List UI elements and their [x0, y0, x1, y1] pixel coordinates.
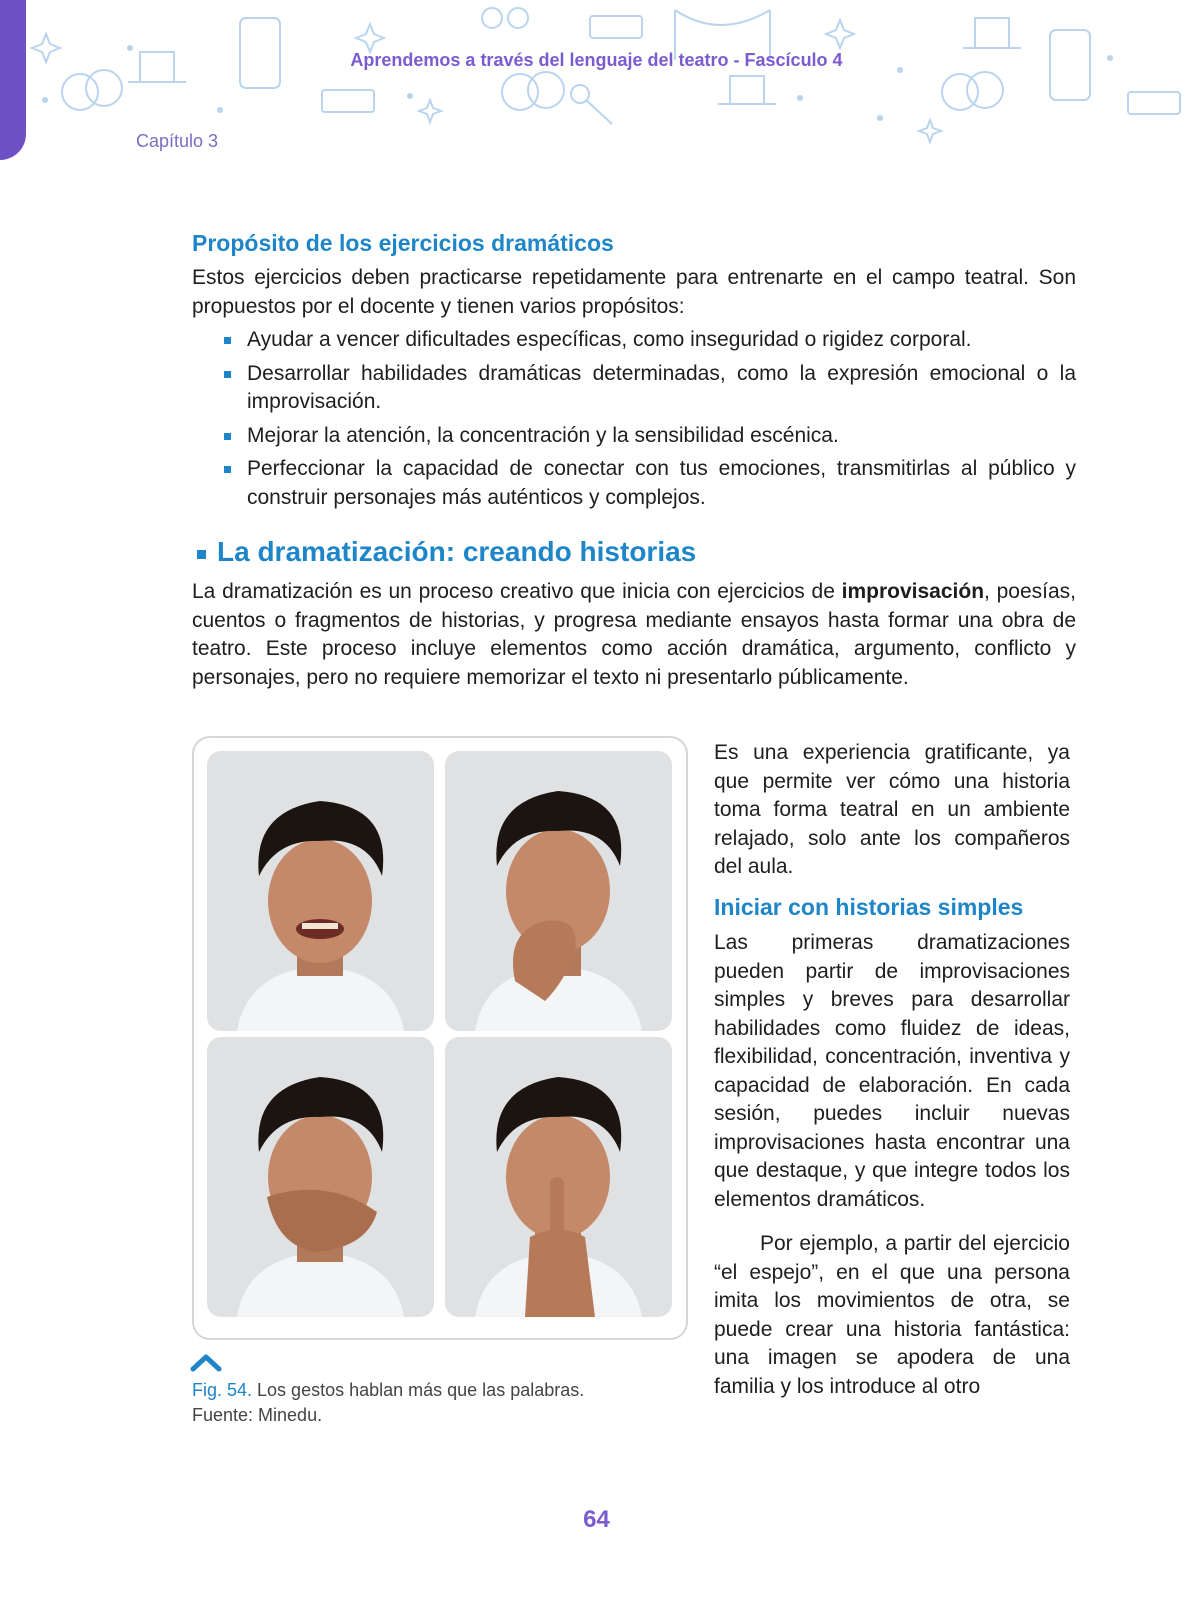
bullet-text: Ayudar a vencer dificultades específicas, como inseguridad o rigidez corporal.: [247, 328, 972, 351]
figure-label: Fig. 54.: [192, 1380, 253, 1400]
page-number: 64: [583, 1506, 610, 1533]
figure-source: Fuente: Minedu.: [192, 1405, 323, 1425]
bullet-text: Desarrollar habilidades dramáticas determinadas, como la expresión emocional o la improvisación.: [247, 361, 1076, 413]
list-item: [220, 455, 1076, 512]
paragraph-text: La dramatización es un proceso creativo que inicia con ejercicios de: [192, 580, 842, 603]
purpose-bullet-list: [220, 326, 1076, 517]
section-heading-purpose: Propósito de los ejercicios dramáticos: [192, 230, 614, 256]
bullet-square-icon: [224, 466, 231, 473]
bullet-text: Mejorar la atención, la concentración y la sensibilidad escénica.: [247, 423, 839, 447]
figure-caption-text: Los gestos hablan más que las palabras.: [252, 1380, 585, 1400]
running-title: Aprendemos a través del lenguaje del teatro - Fascículo 4: [350, 50, 843, 70]
section-intro-paragraph: Estos ejercicios deben practicarse repetidamente para entrenarte en el campo teatral. Son propuestos por el docente y tienen varios propósitos:: [192, 266, 1076, 318]
heading-square-icon: [197, 550, 206, 559]
right-column-paragraph-2: Las primeras dramatizaciones pueden partir de improvisaciones simples y breves para desarrollar habilidades como fluidez de ideas, flexibilidad, concentración, inventiva y capacidad de elaboración. En cada sesión, puedes incluir nuevas improvisaciones hasta encontrar una que destaque, y que integre todos los elementos dramáticos.: [714, 931, 1070, 1211]
list-item: [220, 326, 1076, 355]
bullet-square-icon: [224, 433, 231, 440]
photo-finger-on-lips: [445, 1037, 672, 1317]
section-heading-dramatization: La dramatización: creando historias: [217, 536, 697, 567]
chapter-label: Capítulo 3: [136, 131, 219, 151]
right-column-paragraph-1: Es una experiencia gratificante, ya que permite ver cómo una historia toma forma teatral en un ambiente relajado, solo ante los compañeros del aula.: [714, 741, 1070, 878]
bullet-text: Perfeccionar la capacidad de conectar con tus emociones, transmitirlas al público y construir personajes más auténticos y complejos.: [247, 457, 1076, 509]
list-item: [220, 422, 1076, 451]
bullet-square-icon: [224, 337, 231, 344]
photo-covering-mouth: [207, 1037, 434, 1317]
photo-laughing: [207, 751, 434, 1031]
header-band: [0, 0, 1193, 160]
list-item: [220, 360, 1076, 417]
dramatization-paragraph: [192, 578, 1076, 692]
figure-caption: [192, 1378, 584, 1428]
chevron-up-icon: [190, 1352, 222, 1372]
photo-grid-frame: [192, 736, 688, 1340]
photo-hand-to-mouth: [445, 751, 672, 1031]
bullet-square-icon: [224, 371, 231, 378]
chapter-side-tab: [0, 0, 26, 160]
bold-term: improvisación: [841, 580, 985, 603]
subheading-simple-stories: Iniciar con historias simples: [714, 894, 1024, 920]
paragraph-text: , poesías, cuentos o fragmentos de historias, y progresa mediante ensayos hasta formar una obra de teatro. Este proceso incluye elementos como acción dramática, argumento, conflicto y personajes, pero no requiere memorizar el texto ni presentarlo públicamente.: [192, 580, 1076, 689]
right-column-paragraph-3: Por ejemplo, a partir del ejercicio “el espejo”, en el que una persona imita los movimientos de otra, se puede crear una historia fantástica: una imagen se apodera de una familia y los introduce al otro: [714, 1232, 1070, 1398]
